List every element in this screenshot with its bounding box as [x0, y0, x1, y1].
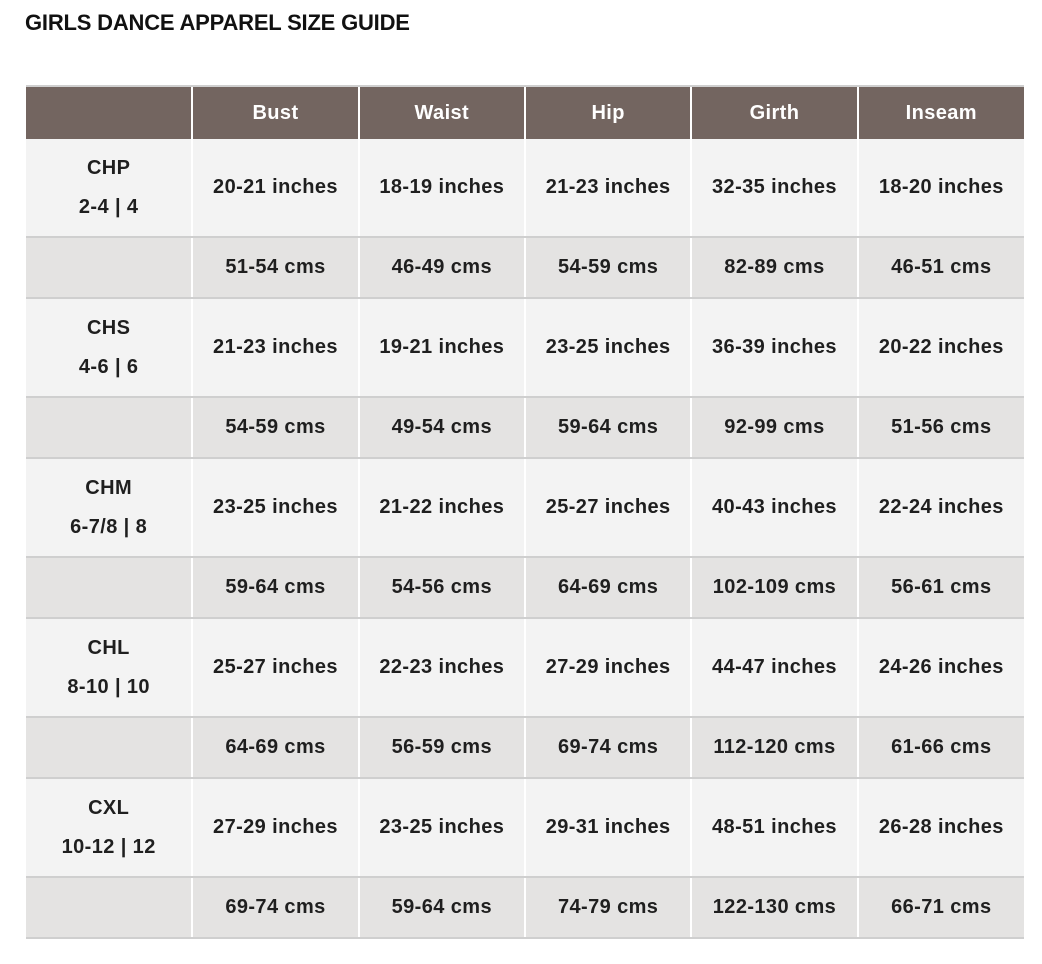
hip-cms: 69-74 cms [525, 717, 691, 778]
bust-cms: 54-59 cms [192, 397, 358, 458]
girth-inches: 40-43 inches [691, 458, 857, 557]
size-code: CHS [86, 316, 131, 339]
bust-inches: 23-25 inches [192, 458, 358, 557]
size-code: CHP [86, 156, 131, 179]
inseam-cms: 46-51 cms [858, 237, 1024, 298]
waist-inches: 22-23 inches [359, 618, 525, 717]
bust-cms: 69-74 cms [192, 877, 358, 938]
inseam-inches: 20-22 inches [858, 298, 1024, 397]
inseam-inches: 18-20 inches [858, 139, 1024, 237]
size-label [26, 139, 192, 237]
size-code: CHM [85, 476, 133, 499]
girth-cms: 112-120 cms [691, 717, 857, 778]
hip-inches: 25-27 inches [525, 458, 691, 557]
size-age: 4-6 | 6 [78, 355, 139, 378]
size-label-empty [26, 717, 192, 778]
table-row-cms [26, 237, 1024, 298]
table-row-cms [26, 397, 1024, 458]
header-inseam: Inseam [858, 86, 1024, 139]
bust-cms: 64-69 cms [192, 717, 358, 778]
size-label-empty [26, 237, 192, 298]
table-row-cms [26, 877, 1024, 938]
bust-inches: 27-29 inches [192, 778, 358, 877]
girth-cms: 92-99 cms [691, 397, 857, 458]
size-label-empty [26, 877, 192, 938]
girth-inches: 48-51 inches [691, 778, 857, 877]
hip-inches: 29-31 inches [525, 778, 691, 877]
size-age: 2-4 | 4 [78, 195, 139, 218]
size-label [26, 618, 192, 717]
size-label-empty [26, 557, 192, 618]
size-age: 10-12 | 12 [61, 835, 156, 858]
hip-inches: 23-25 inches [525, 298, 691, 397]
waist-cms: 49-54 cms [359, 397, 525, 458]
waist-inches: 21-22 inches [359, 458, 525, 557]
inseam-cms: 61-66 cms [858, 717, 1024, 778]
girth-inches: 44-47 inches [691, 618, 857, 717]
hip-inches: 27-29 inches [525, 618, 691, 717]
bust-inches: 21-23 inches [192, 298, 358, 397]
header-row [26, 86, 1024, 139]
header-girth: Girth [691, 86, 857, 139]
header-bust: Bust [192, 86, 358, 139]
waist-cms: 59-64 cms [359, 877, 525, 938]
table-row-inches [26, 139, 1024, 237]
waist-inches: 19-21 inches [359, 298, 525, 397]
waist-inches: 18-19 inches [359, 139, 525, 237]
table-header [26, 86, 1024, 139]
header-size [26, 86, 192, 139]
girth-cms: 82-89 cms [691, 237, 857, 298]
bust-inches: 25-27 inches [192, 618, 358, 717]
table-row-inches [26, 458, 1024, 557]
table-row-cms [26, 717, 1024, 778]
table-row-cms [26, 557, 1024, 618]
page-title: GIRLS DANCE APPAREL SIZE GUIDE [25, 10, 410, 35]
waist-cms: 54-56 cms [359, 557, 525, 618]
size-age: 8-10 | 10 [67, 675, 150, 698]
inseam-cms: 56-61 cms [858, 557, 1024, 618]
girth-inches: 32-35 inches [691, 139, 857, 237]
girth-inches: 36-39 inches [691, 298, 857, 397]
size-code: CHL [87, 636, 130, 659]
inseam-inches: 22-24 inches [858, 458, 1024, 557]
hip-inches: 21-23 inches [525, 139, 691, 237]
bust-cms: 59-64 cms [192, 557, 358, 618]
size-age: 6-7/8 | 8 [70, 515, 148, 538]
size-label [26, 458, 192, 557]
inseam-inches: 24-26 inches [858, 618, 1024, 717]
inseam-cms: 51-56 cms [858, 397, 1024, 458]
table-row-inches [26, 618, 1024, 717]
size-code: CXL [88, 796, 130, 819]
waist-cms: 56-59 cms [359, 717, 525, 778]
hip-cms: 64-69 cms [525, 557, 691, 618]
size-label [26, 778, 192, 877]
header-hip: Hip [525, 86, 691, 139]
header-waist: Waist [359, 86, 525, 139]
waist-inches: 23-25 inches [359, 778, 525, 877]
size-guide-table [26, 85, 1024, 939]
waist-cms: 46-49 cms [359, 237, 525, 298]
inseam-cms: 66-71 cms [858, 877, 1024, 938]
hip-cms: 59-64 cms [525, 397, 691, 458]
size-label-empty [26, 397, 192, 458]
hip-cms: 54-59 cms [525, 237, 691, 298]
inseam-inches: 26-28 inches [858, 778, 1024, 877]
bust-cms: 51-54 cms [192, 237, 358, 298]
table-row-inches [26, 298, 1024, 397]
table-row-inches [26, 778, 1024, 877]
hip-cms: 74-79 cms [525, 877, 691, 938]
bust-inches: 20-21 inches [192, 139, 358, 237]
size-label [26, 298, 192, 397]
girth-cms: 102-109 cms [691, 557, 857, 618]
girth-cms: 122-130 cms [691, 877, 857, 938]
